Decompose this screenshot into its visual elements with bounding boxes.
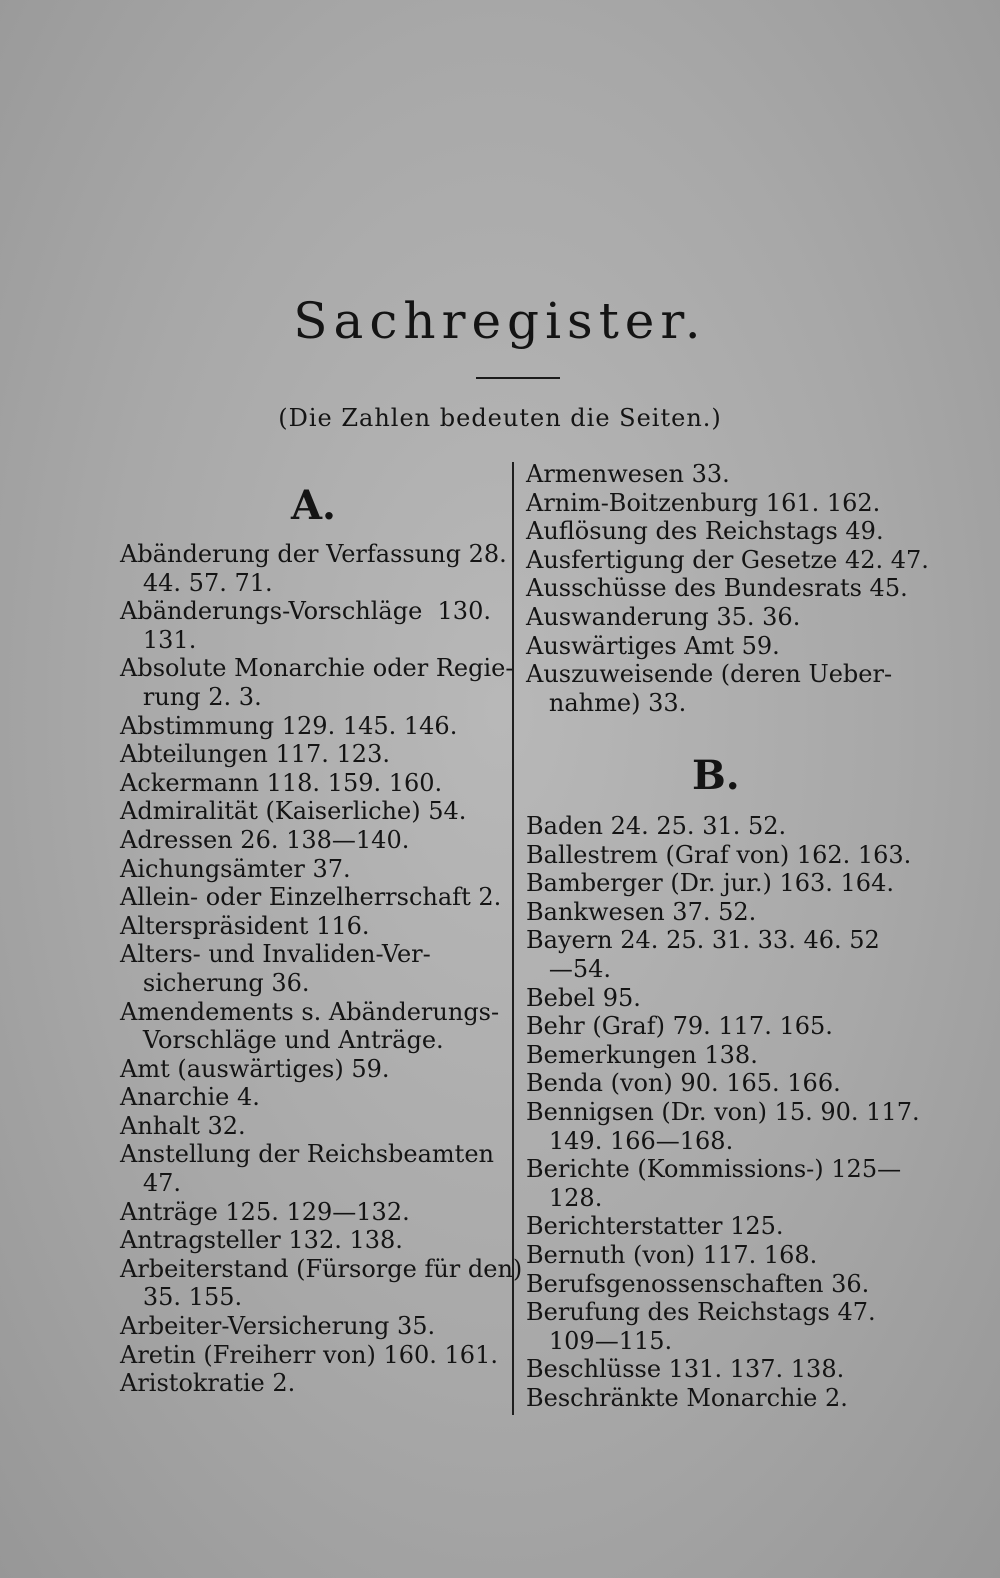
index-entry: Anhalt 32.: [120, 1111, 246, 1140]
index-entry: Benda (von) 90. 165. 166.: [526, 1069, 841, 1098]
index-entry: Armenwesen 33.: [526, 460, 730, 488]
title-underline: [476, 377, 560, 379]
index-entry: Alters- und Invaliden-Ver-: [120, 940, 431, 969]
index-entry: Anstellung der Reichsbeamten: [120, 1140, 494, 1169]
index-entry: Auswärtiges Amt 59.: [526, 631, 780, 660]
section-letter-b: B.: [692, 752, 740, 799]
page-subtitle: (Die Zahlen bedeuten die Seiten.): [278, 404, 722, 432]
index-entry: Bamberger (Dr. jur.) 163. 164.: [526, 869, 894, 898]
index-entry: Amendements s. Abänderungs-: [120, 997, 500, 1026]
index-entry: Bankwesen 37. 52.: [526, 897, 757, 926]
index-entry: Berichte (Kommissions-) 125—: [526, 1155, 902, 1184]
index-entry: 128.: [526, 1183, 603, 1212]
index-entry: Bemerkungen 138.: [526, 1040, 758, 1069]
index-entry: —54.: [526, 954, 612, 983]
index-entry: 47.: [120, 1169, 182, 1198]
index-entry: Antragsteller 132. 138.: [120, 1226, 403, 1255]
index-entry: Anarchie 4.: [120, 1083, 260, 1112]
index-entry: 44. 57. 71.: [120, 568, 273, 597]
index-entry: Abänderungs-Vorschläge 130.: [120, 597, 491, 626]
index-entry: Abstimmung 129. 145. 146.: [120, 711, 458, 740]
index-entry: 149. 166—168.: [526, 1126, 734, 1155]
index-column-right-b: [526, 812, 920, 1412]
index-entry: Admiralität (Kaiserliche) 54.: [120, 797, 467, 826]
index-entry: Adressen 26. 138—140.: [120, 825, 410, 854]
index-entry: Ballestrem (Graf von) 162. 163.: [526, 840, 912, 869]
index-entry: Alterspräsident 116.: [120, 911, 370, 940]
index-entry: Bebel 95.: [526, 983, 641, 1012]
index-entry: Beschränkte Monarchie 2.: [526, 1383, 848, 1412]
index-entry: Bernuth (von) 117. 168.: [526, 1240, 818, 1269]
index-column-right-a: [526, 460, 929, 717]
index-entry: Baden 24. 25. 31. 52.: [526, 812, 787, 840]
index-entry: Arbeiterstand (Fürsorge für den): [120, 1254, 523, 1283]
index-entry: 35. 155.: [120, 1283, 243, 1312]
index-entry: 131.: [120, 625, 197, 654]
index-entry: Ausfertigung der Gesetze 42. 47.: [526, 545, 929, 574]
index-entry: Arnim-Boitzenburg 161. 162.: [526, 488, 881, 517]
index-entry: Abteilungen 117. 123.: [120, 740, 390, 769]
index-entry: Anträge 125. 129—132.: [120, 1197, 410, 1226]
page-title: Sachregister.: [293, 292, 707, 350]
index-entry: Auswanderung 35. 36.: [526, 602, 801, 631]
index-entry: Vorschläge und Anträge.: [120, 1026, 444, 1055]
index-column-left: [120, 540, 523, 1398]
index-entry: 109—115.: [526, 1326, 673, 1355]
index-entry: Aichungsämter 37.: [120, 854, 351, 883]
index-entry: Aristokratie 2.: [120, 1369, 296, 1398]
index-entry: Abänderung der Verfassung 28.: [120, 540, 507, 568]
index-entry: Auszuweisende (deren Ueber-: [526, 660, 893, 689]
index-entry: Bayern 24. 25. 31. 33. 46. 52: [526, 926, 880, 955]
index-entry: Auflösung des Reichstags 49.: [526, 517, 884, 546]
index-entry: Berichterstatter 125.: [526, 1212, 784, 1241]
index-entry: Bennigsen (Dr. von) 15. 90. 117.: [526, 1097, 920, 1126]
index-entry: Arbeiter-Versicherung 35.: [120, 1312, 436, 1341]
index-entry: Ausschüsse des Bundesrats 45.: [526, 574, 908, 603]
index-entry: Berufsgenossenschaften 36.: [526, 1269, 870, 1298]
index-entry: Behr (Graf) 79. 117. 165.: [526, 1012, 833, 1041]
index-entry: nahme) 33.: [526, 688, 687, 717]
index-entry: Beschlüsse 131. 137. 138.: [526, 1355, 845, 1384]
index-entry: Absolute Monarchie oder Regie-: [120, 654, 514, 683]
index-entry: sicherung 36.: [120, 968, 310, 997]
index-entry: Allein- oder Einzelherrschaft 2.: [120, 883, 502, 912]
section-letter-a: A.: [291, 482, 336, 529]
index-entry: Berufung des Reichstags 47.: [526, 1298, 876, 1327]
index-entry: Aretin (Freiherr von) 160. 161.: [120, 1340, 498, 1369]
index-entry: Ackermann 118. 159. 160.: [120, 768, 443, 797]
index-entry: rung 2. 3.: [120, 682, 262, 711]
index-entry: Amt (auswärtiges) 59.: [120, 1054, 390, 1083]
